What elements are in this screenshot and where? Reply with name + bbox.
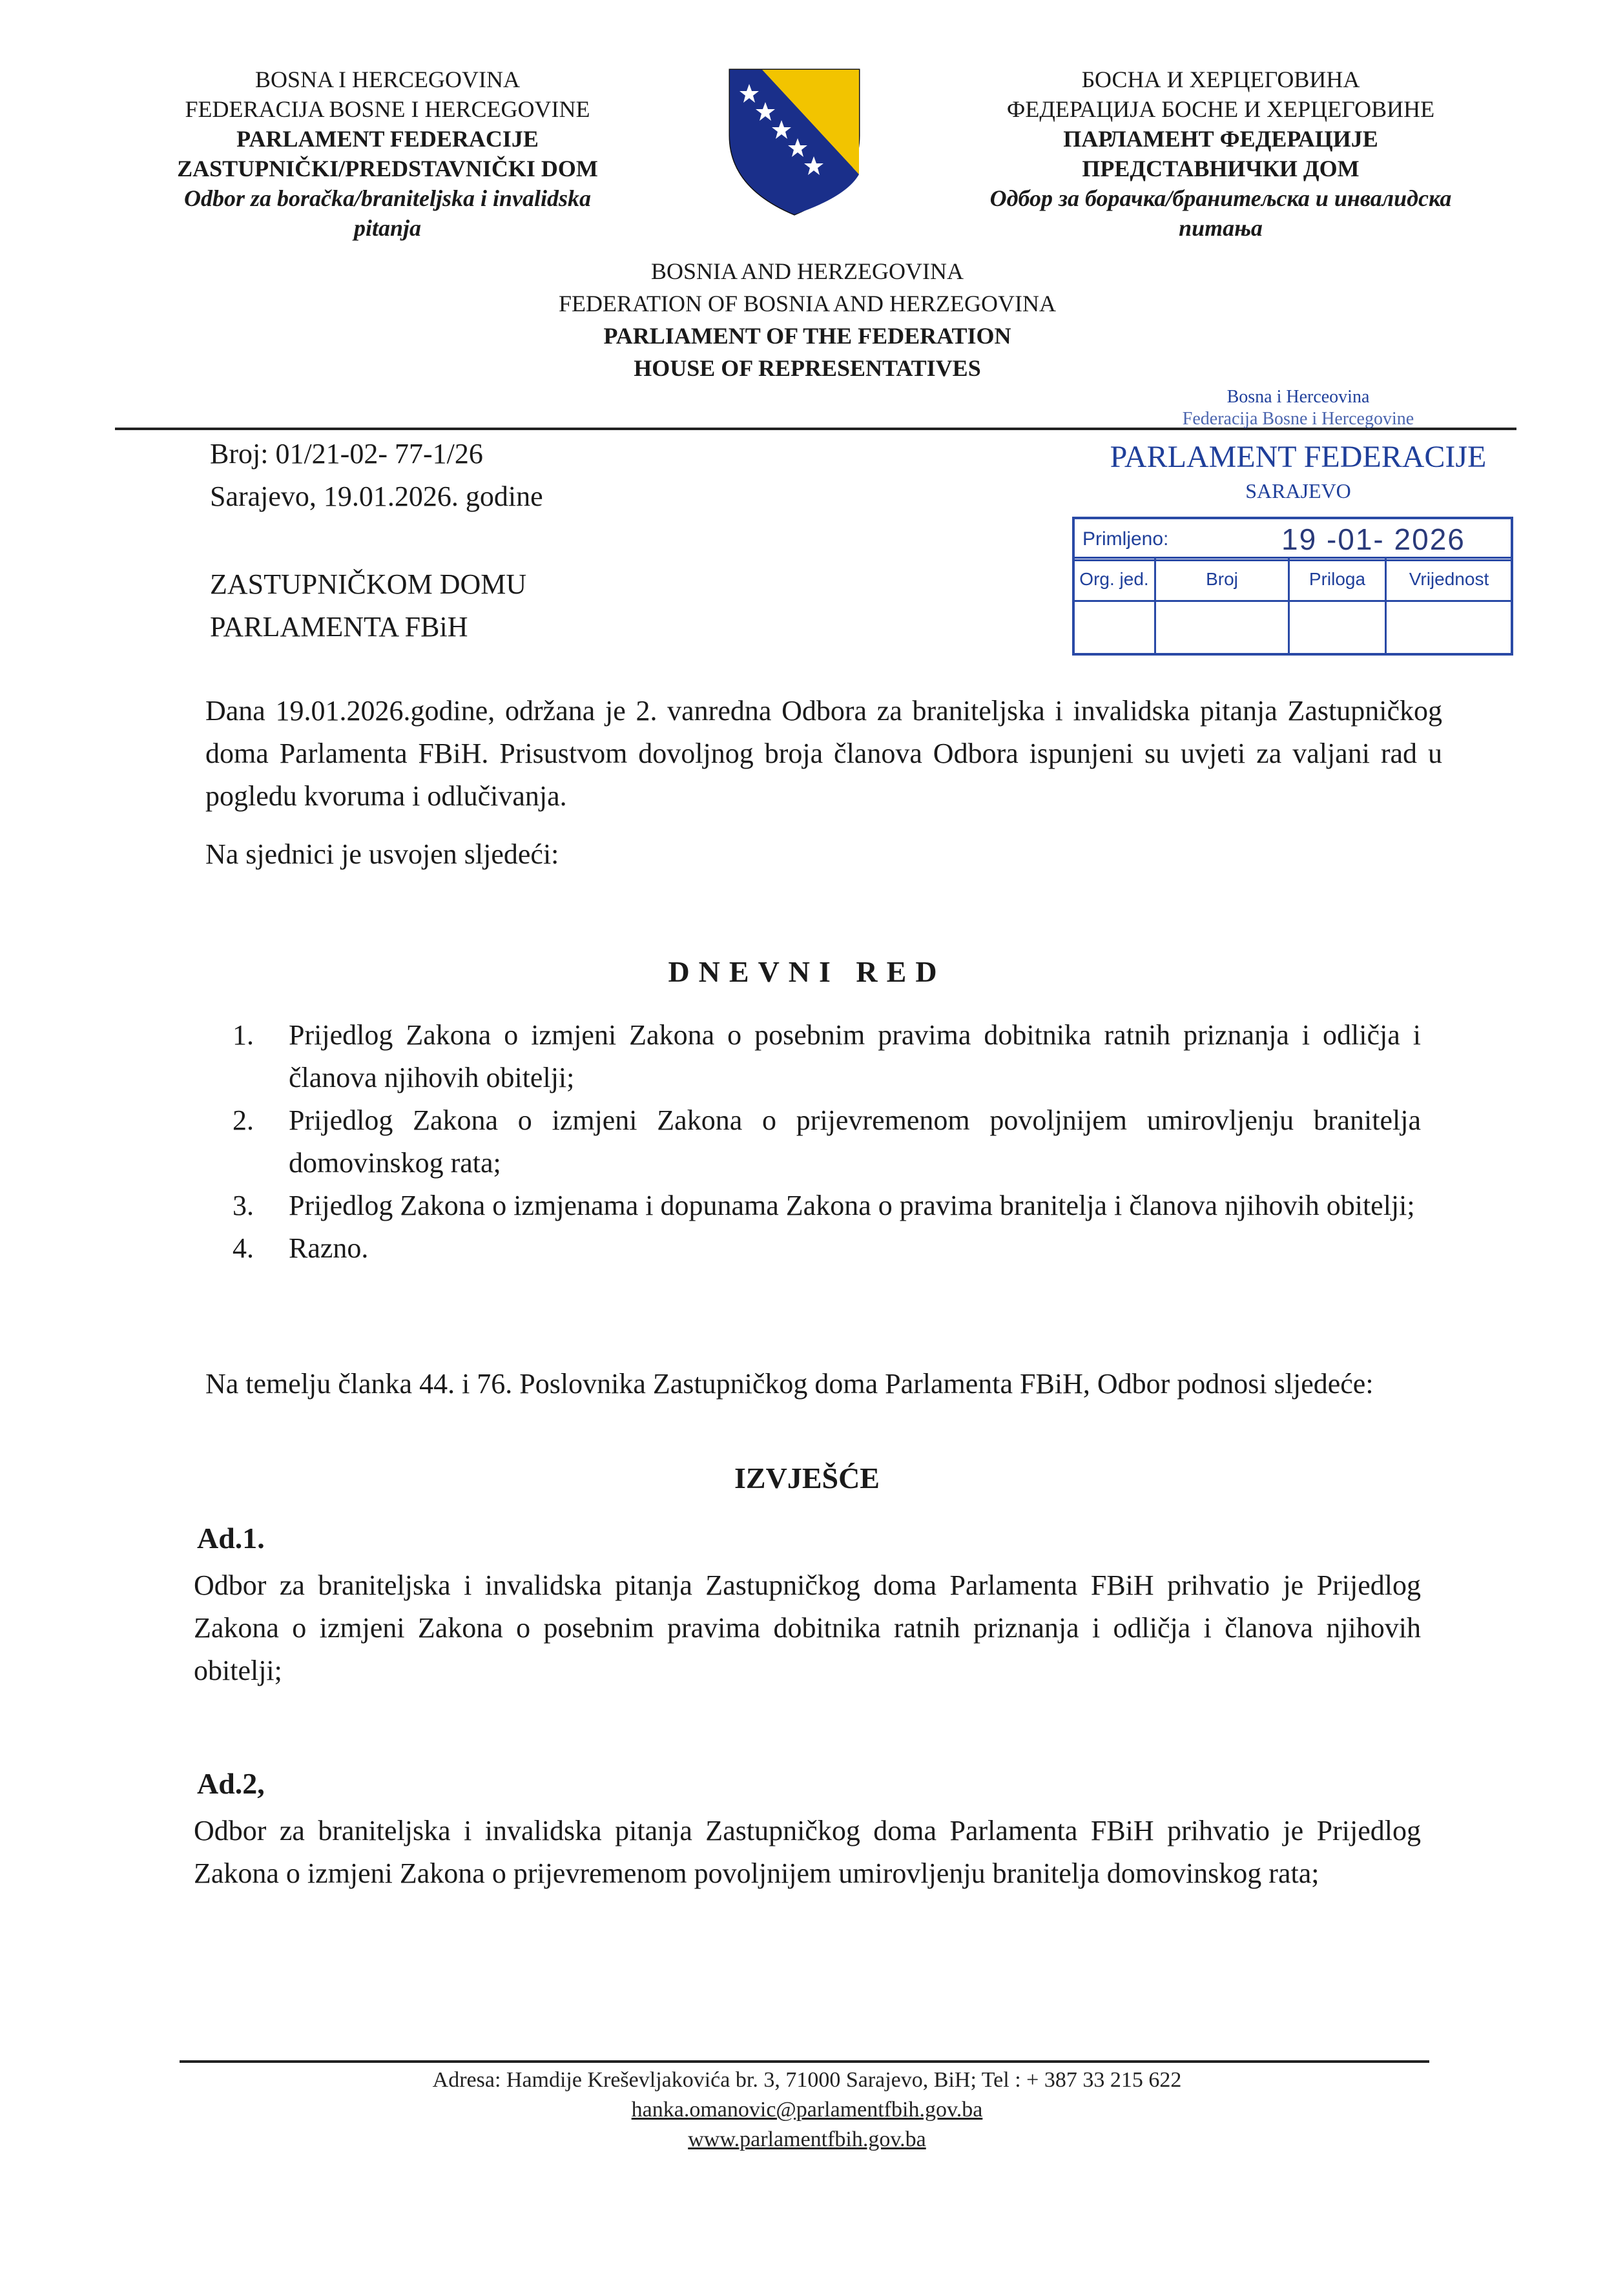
header-left-house: ZASTUPNIČKI/PREDSTAVNIČKI DOM — [177, 156, 598, 181]
header-center-house: HOUSE OF REPRESENTATIVES — [634, 355, 981, 381]
agenda-item-text: Prijedlog Zakona o izmjenama i dopunama Zakona o pravima branitelja i članova njihovih obitelji; — [289, 1190, 1415, 1221]
stamp-col-number: Broj — [1154, 557, 1290, 602]
stamp-cell-org — [1072, 600, 1156, 656]
header-right — [917, 65, 1524, 243]
ad1-text: Odbor za braniteljska i invalidska pitanja Zastupničkog doma Parlamenta FBiH prihvatio je Prijedlog Zakona o izmjeni Zakona o posebnim pravima dobitnika ratnih priznanja i odličja i članova njihovih obitelji; — [194, 1569, 1421, 1686]
document-number: Broj: 01/21-02- 77-1/26 — [210, 438, 483, 470]
stamp-received-label: Primljeno: — [1082, 528, 1169, 550]
agenda-item — [233, 1099, 1421, 1184]
header-left — [110, 65, 665, 243]
header-left-parliament: PARLAMENT FEDERACIJE — [236, 126, 539, 152]
agenda-item-number: 4. — [233, 1232, 254, 1264]
header-right-committee: Одбор за борачка/бранитељска и инвалидска — [989, 185, 1452, 211]
stamp-cell-attachments — [1288, 600, 1387, 656]
stamp-city: SARAJEVO — [1245, 479, 1351, 502]
footer — [0, 2065, 1614, 2155]
ad2-text: Odbor za braniteljska i invalidska pitanja Zastupničkog doma Parlamenta FBiH prihvatio je Prijedlog Zakona o izmjeni Zakona o prijevremenom povoljnijem umirovljenju branitelja domovinskog rata; — [194, 1815, 1421, 1889]
header-right-parliament: ПАРЛАМЕНТ ФЕДЕРАЦИЈЕ — [1063, 126, 1378, 152]
stamp-federation: Federacija Bosne i Hercegovine — [1182, 409, 1414, 429]
agenda-item-text: Prijedlog Zakona o izmjeni Zakona o prijevremenom povoljnijem umirovljenju branitelja domovinskog rata; — [289, 1104, 1421, 1179]
header-right-committee-cont: питања — [1179, 215, 1263, 241]
stamp-cell-number — [1154, 600, 1290, 656]
agenda-item — [233, 1184, 1421, 1227]
stamp-col-org: Org. jed. — [1072, 557, 1156, 602]
agenda-list — [233, 1014, 1421, 1270]
agenda-item-text: Prijedlog Zakona o izmjeni Zakona o posebnim pravima dobitnika ratnih priznanja i odličja i članova njihovih obitelji; — [289, 1019, 1421, 1093]
coat-of-arms-icon — [723, 65, 865, 220]
stamp-top-text — [1072, 386, 1524, 430]
agenda-item-number: 3. — [233, 1190, 254, 1221]
footer-address: Adresa: Hamdije Kreševljakovića br. 3, 71000 Sarajevo, BiH; Tel : + 387 33 215 622 — [432, 2068, 1182, 2092]
stamp-country: Bosna i Herceovina — [1226, 387, 1370, 407]
header-center-country: BOSNIA AND HERZEGOVINA — [651, 258, 964, 284]
ad2-label: Ad.2, — [197, 1767, 265, 1800]
header-center — [420, 255, 1195, 384]
header-left-committee-cont: pitanja — [353, 215, 422, 241]
agenda-item-number: 2. — [233, 1104, 254, 1136]
agenda-item — [233, 1227, 1421, 1270]
header-center-parliament: PARLIAMENT OF THE FEDERATION — [603, 323, 1011, 349]
agenda-item-text: Razno. — [289, 1232, 369, 1264]
stamp-col-attachments: Priloga — [1288, 557, 1387, 602]
footer-email-link[interactable]: hanka.omanovic@parlamentfbih.gov.ba — [631, 2098, 983, 2122]
recipient-line-2: PARLAMENTA FBiH — [210, 611, 468, 643]
agenda-item — [233, 1014, 1421, 1099]
ad1-label: Ad.1. — [197, 1522, 265, 1555]
header-right-country: БОСНА И ХЕРЦЕГОВИНА — [1081, 67, 1360, 92]
recipient-line-1: ZASTUPNIČKOM DOMU — [210, 568, 527, 600]
document-date: Sarajevo, 19.01.2026. godine — [210, 481, 543, 512]
header-right-house: ПРЕДСТАВНИЧКИ ДОМ — [1082, 156, 1360, 181]
stamp-title: PARLAMENT FEDERACIJE — [1110, 440, 1487, 474]
header-right-federation: ФЕДЕРАЦИЈА БОСНЕ И ХЕРЦЕГОВИНЕ — [1006, 96, 1435, 122]
reference-block — [210, 433, 543, 648]
header-center-federation: FEDERATION OF BOSNIA AND HERZEGOVINA — [558, 291, 1056, 316]
stamp-col-value: Vrijednost — [1385, 557, 1513, 602]
intro-paragraph: Dana 19.01.2026.godine, održana je 2. vanredna Odbora za braniteljska i invalidska pitanja Zastupničkog doma Parlamenta FBiH. Prisustvom dovoljnog broja članova Odbora ispunjeni su uvjeti za valjani rad u pogledu kvoruma i odlučivanja. — [205, 695, 1442, 812]
header-left-country: BOSNA I HERCEGOVINA — [254, 67, 520, 92]
footer-divider — [180, 2060, 1429, 2063]
report-title: IZVJEŠĆE — [734, 1462, 880, 1494]
footer-website-link[interactable]: www.parlamentfbih.gov.ba — [688, 2127, 926, 2151]
legal-basis: Na temelju članka 44. i 76. Poslovnika Zastupničkog doma Parlamenta FBiH, Odbor podnosi sljedeće: — [205, 1368, 1374, 1400]
agenda-title: DNEVNI RED — [668, 955, 946, 988]
agenda-item-number: 1. — [233, 1019, 254, 1051]
intro-adopted: Na sjednici je usvojen sljedeći: — [205, 838, 559, 870]
stamp-cell-value — [1385, 600, 1513, 656]
header-left-committee: Odbor za boračka/braniteljska i invalidska — [183, 185, 592, 211]
stamp-received-date: 19 -01- 2026 — [1281, 522, 1465, 556]
header-left-federation: FEDERACIJA BOSNE I HERCEGOVINE — [185, 96, 590, 122]
